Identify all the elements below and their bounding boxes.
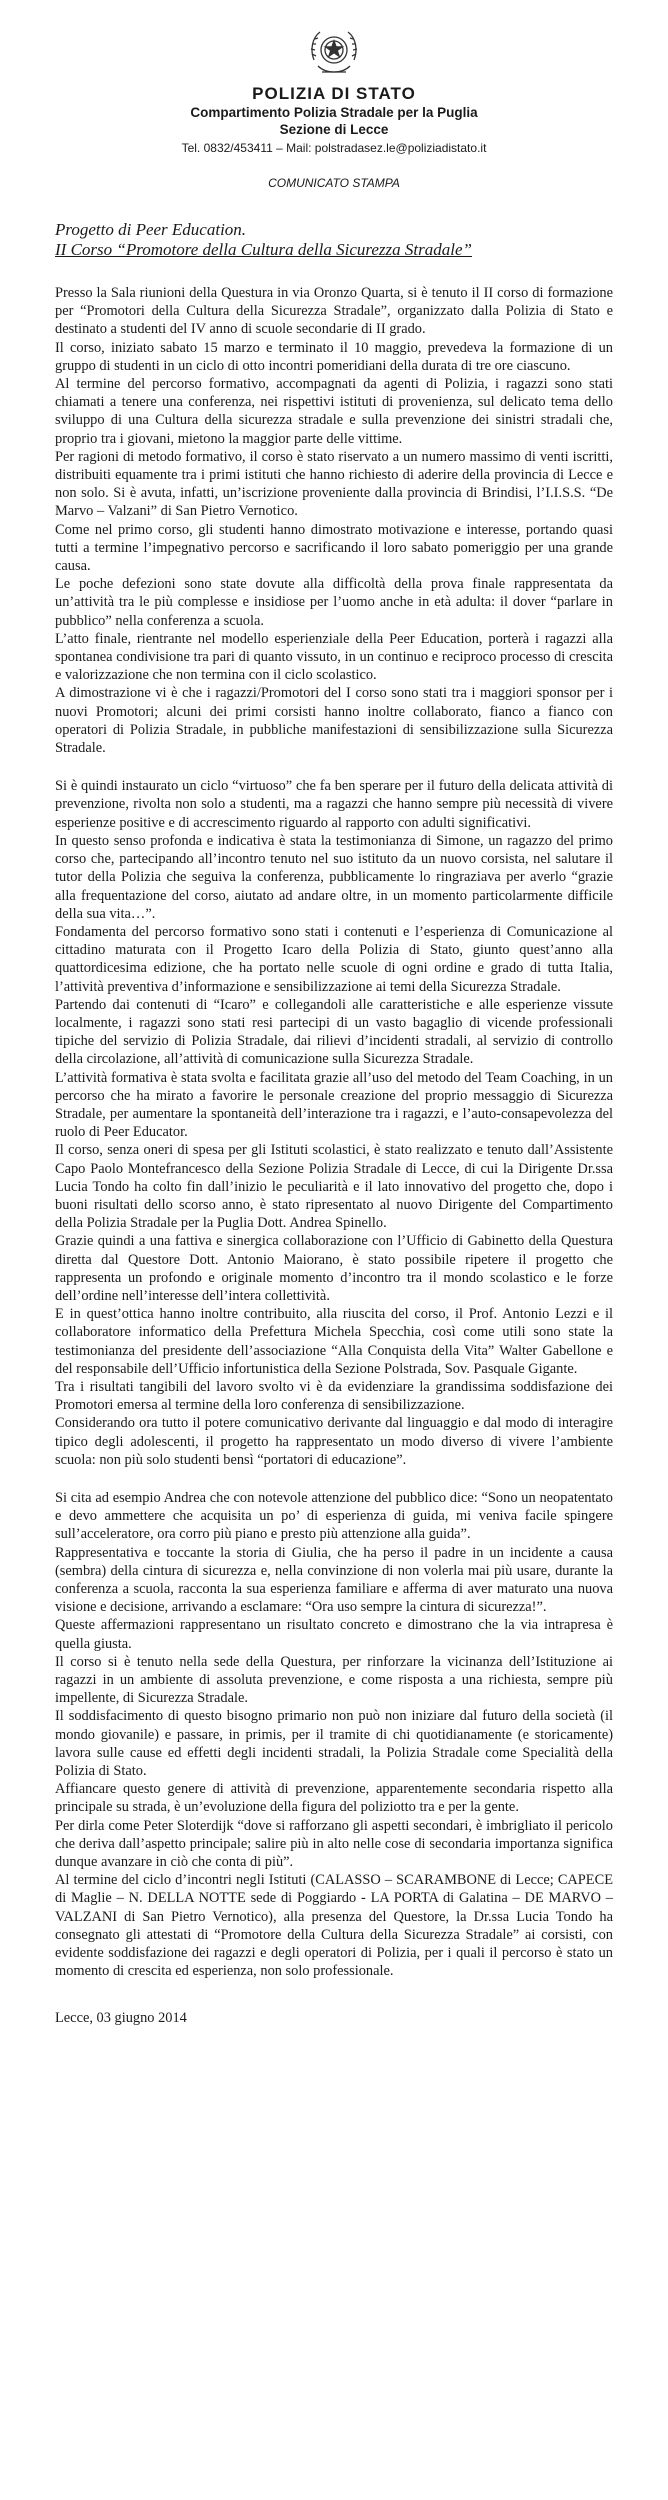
paragraph: Il soddisfacimento di questo bisogno primario non può non iniziare dal futuro della società (il mondo giovanile) e passare, in primis, per il tramite di chi quotidianamente (e storicamente) lavora sulle cause ed effetti degli incidenti stradali, la Polizia Stradale come Specialità della Polizia di Stato.: [55, 1708, 613, 1780]
paragraph: Fondamenta del percorso formativo sono stati i contenuti e l’esperienza di Comunicazione al cittadino maturata con il Progetto Icaro della Polizia di Stato, giunto quest’anno alla quattordicesima edizione, che ha portato nelle scuole di ogni ordine e grado di tutta Italia, l’attività preventiva d’informazione e sensibilizzazione ai temi della Sicurezza Stradale.: [55, 923, 613, 995]
paragraph: A dimostrazione vi è che i ragazzi/Promotori del I corso sono stati tra i maggiori sponsor per i nuovi Promotori; alcuni dei primi corsisti hanno inoltre collaborato, fianco a fianco con operatori di Polizia Stradale, in pubbliche manifestazioni di sensibilizzazione sulla Sicurezza Stradale.: [55, 685, 613, 757]
paragraph: Affiancare questo genere di attività di prevenzione, apparentemente secondaria rispetto alla principale su strada, è un’evoluzione della figura del poliziotto tra e per la gente.: [55, 1781, 613, 1816]
paragraph: In questo senso profonda e indicativa è stata la testimonianza di Simone, un ragazzo del primo corso che, partecipando all’incontro tenuto nel suo istituto da un nuovo corsista, nel salutare il tutor della Polizia che seguiva la conferenza, pubblicamente lo ringraziava per averlo “grazie alla frequentazione del corso, aiutato ad andare oltre, in un momento particolarmente difficile della sua vita…”.: [55, 832, 613, 922]
paragraph: Per ragioni di metodo formativo, il corso è stato riservato a un numero massimo di venti iscritti, distribuiti equamente tra i primi istituti che hanno richiesto di aderire della provincia di Lecce e non solo. Si è avuta, infatti, un’iscrizione proveniente dalla provincia di Brindisi, l’I.I.S.S. “De Marvo – Valzani” di San Pietro Vernotico.: [55, 448, 613, 520]
paragraph: Il corso si è tenuto nella sede della Questura, per rinforzare la vicinanza dell’Istituzione ai ragazzi in un ambiente di assoluta prevenzione, e come risposta a una richiesta, sempre più impellente, di Sicurezza Stradale.: [55, 1653, 613, 1707]
contact-info: Tel. 0832/453411 – Mail: polstradasez.le@poliziadistato.it: [181, 141, 487, 155]
body-text: [55, 284, 613, 1980]
paragraph: Partendo dai contenuti di “Icaro” e collegandoli alle caratteristiche e alle esperienze vissute localmente, i ragazzi sono stati resi partecipi di un vasto bagaglio di vicende professionali tipiche del servizio di Polizia Stradale, dai rilievi d’incidenti stradali, al servizio di controllo della circolazione, all’attività di comunicazione sulla Sicurezza Stradale.: [55, 996, 613, 1068]
italian-republic-emblem-icon: [306, 22, 362, 82]
title-line-2: II Corso “Promotore della Cultura della Sicurezza Stradale”: [55, 240, 472, 259]
paragraph: Considerando ora tutto il potere comunicativo derivante dal linguaggio e dal modo di interagire tipico degli adolescenti, il progetto ha rappresentato un modo diverso di vivere l’ambiente scuola: non più solo studenti bensì “portatori di educazione”.: [55, 1415, 613, 1468]
paragraph-gap: [55, 757, 613, 777]
paragraph: Si cita ad esempio Andrea che con notevole attenzione del pubblico dice: “Sono un neopatentato e devo ammettere che acquisita un po’ di esperienza di guida, mi veniva facile spingere sull’acceleratore, ora corro più piano e presto più attenzione alla guida”.: [55, 1490, 613, 1543]
press-release-label: COMUNICATO STAMPA: [268, 176, 400, 190]
paragraph: E in quest’ottica hanno inoltre contribuito, alla riuscita del corso, il Prof. Antonio Lezzi e il collaboratore informatico della Prefettura Michela Specchia, così come utili sono state la testimonianza del presidente dell’associazione “Alla Conquista della Vita” Walter Gabellone e del responsabile dell’Ufficio infortunistica della Sezione Polstrada, Sov. Pasquale Gigante.: [55, 1306, 613, 1377]
paragraph: Come nel primo corso, gli studenti hanno dimostrato motivazione e interesse, portando quasi tutti a termine l’impegnativo percorso e sacrificando il loro sabato pomeriggio per una grande causa.: [55, 521, 613, 575]
paragraph: Queste affermazioni rappresentano un risultato concreto e dimostrano che la via intrapresa è quella giusta.: [55, 1617, 613, 1652]
letterhead: [55, 0, 613, 156]
paragraph: Al termine del ciclo d’incontri negli Istituti (CALASSO – SCARAMBONE di Lecce; CAPECE di Maglie – N. DELLA NOTTE sede di Poggiardo - LA PORTA di Galatina – DE MARVO – VALZANI di San Pietro Vernotico), alla presenza del Questore, la Dr.ssa Lucia Tondo ha consegnato gli attestati di “Promotore della Cultura della Sicurezza Stradale” ai corsisti, con evidente soddisfazione dei ragazzi e degli operatori di Polizia, per i quali il percorso è stato un momento di crescita ed esperienza, non solo professionale.: [55, 1872, 613, 1980]
paragraph: Al termine del percorso formativo, accompagnati da agenti di Polizia, i ragazzi sono stati chiamati a tenere una conferenza, nei rispettivi istituti di provenienza, sul delicato tema dello sviluppo di una Cultura della sicurezza stradale e sulla prevenzione dei sinistri stradali che, proprio tra i giovani, mietono la maggior parte delle vittime.: [55, 376, 613, 447]
paragraph: L’attività formativa è stata svolta e facilitata grazie all’uso del metodo del Team Coaching, in un percorso che ha mirato a favorire le personale creazione del proprio messaggio di Sicurezza Stradale, per aumentare la spontaneità dell’interazione tra i ragazzi, e l’auto-consapevolezza del ruolo di Peer Educator.: [55, 1069, 613, 1141]
org-name: POLIZIA DI STATO: [252, 84, 416, 103]
paragraph: Per dirla come Peter Sloterdijk “dove si rafforzano gli aspetti secondari, è imbrigliato il pericolo che deriva dall’aspetto principale; salire più in alto nelle cose di secondaria importanza significa dunque avanzare in ciò che conta di più”.: [55, 1817, 613, 1871]
paragraph-gap: [55, 1469, 613, 1489]
department-name: Compartimento Polizia Stradale per la Puglia: [190, 105, 478, 120]
paragraph: Si è quindi instaurato un ciclo “virtuoso” che fa ben sperare per il futuro della delicata attività di prevenzione, rivolta non solo a studenti, ma a ragazzi che hanno sempre più necessità di vivere esperienze positive e di accrescimento riguardo al rapporto con adulti significativi.: [55, 778, 613, 831]
paragraph: Tra i risultati tangibili del lavoro svolto vi è da evidenziare la grandissima soddisfazione dei Promotori emersa al termine della loro conferenza di sensibilizzazione.: [55, 1378, 613, 1414]
date-signoff: Lecce, 03 giugno 2014: [55, 2010, 187, 2027]
paragraph: Grazie quindi a una fattiva e sinergica collaborazione con l’Ufficio di Gabinetto della Questura diretta dal Questore Dott. Antonio Maiorano, è stato possibile ripetere il progetto che rappresenta un profondo e originale momento d’incontro tra il mondo scolastico e le forze dell’ordine nell’interesse dell’intera collettività.: [55, 1233, 613, 1304]
paragraph: Presso la Sala riunioni della Questura in via Oronzo Quarta, si è tenuto il II corso di formazione per “Promotori della Cultura della Sicurezza Stradale”, organizzato dalla Polizia di Stato e destinato a studenti del IV anno di scuole secondarie di II grado.: [55, 285, 613, 338]
section-name: Sezione di Lecce: [279, 122, 389, 137]
title-line-1: Progetto di Peer Education.: [55, 220, 247, 239]
paragraph: Rappresentativa e toccante la storia di Giulia, che ha perso il padre in un incidente a causa (sembra) della cintura di sicurezza e, nella convinzione di non volerla mai più usare, durante la conferenza a scuola, racconta la sua esperienza familiare e afferma di aver maturato una nuova visione e decisione, arrivando a esclamare: “Ora uso sempre la cintura di sicurezza!”.: [55, 1544, 613, 1616]
paragraph: Il corso, iniziato sabato 15 marzo e terminato il 10 maggio, prevedeva la formazione di un gruppo di studenti in un ciclo di otto incontri pomeridiani della durata di tre ore ciascuno.: [55, 339, 613, 374]
paragraph: Le poche defezioni sono state dovute alla difficoltà della prova finale rappresentata da un’attività tra le più complesse e insidiose per l’uomo anche in età adulta: il dover “parlare in pubblico” nella conferenza a scuola.: [55, 576, 613, 629]
document-title: [55, 220, 613, 260]
paragraph: L’atto finale, rientrante nel modello esperienziale della Peer Education, porterà i ragazzi alla spontanea condivisione tra pari di quanto vissuto, in un continuo e reciproco processo di crescita e valorizzazione che non termina con il ciclo scolastico.: [55, 630, 613, 684]
paragraph: Il corso, senza oneri di spesa per gli Istituti scolastici, è stato realizzato e tenuto dall’Assistente Capo Paolo Montefrancesco della Sezione Polizia Stradale di Lecce, di cui la Dirigente Dr.ssa Lucia Tondo ha colto fin dall’inizio le peculiarità e il lato innovativo del progetto che, dopo i buoni risultati dello scorso anno, è stato ripresentato al nuovo Dirigente del Compartimento della Polizia Stradale per la Puglia Dott. Andrea Spinello.: [55, 1142, 613, 1232]
